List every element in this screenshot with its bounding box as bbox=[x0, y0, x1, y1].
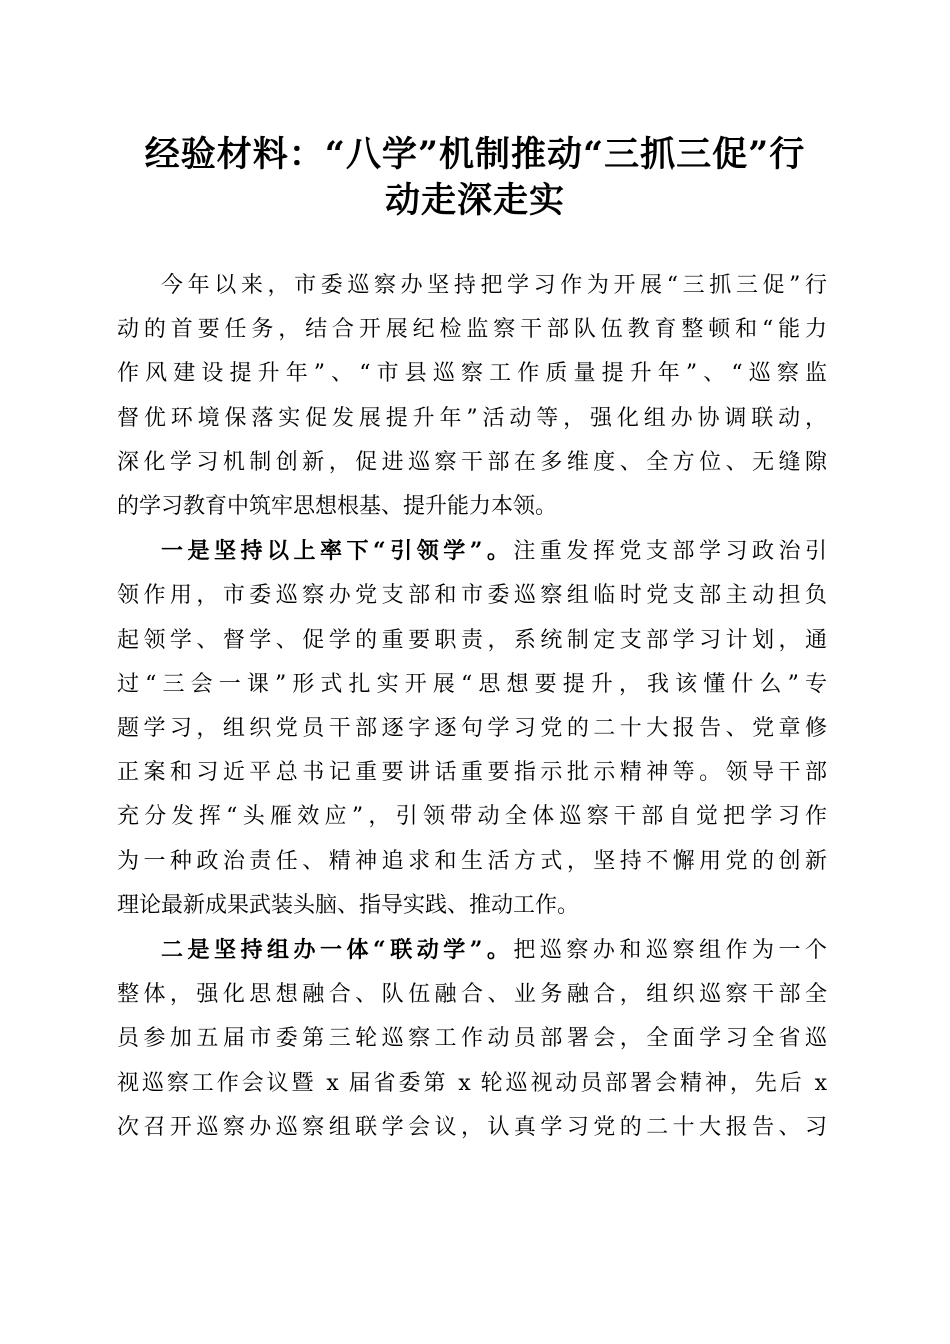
body-line: 今年以来，市委巡察办坚持把学习作为开展“三抓三促”行 bbox=[161, 273, 827, 298]
body-line: 题学习，组织党员干部逐字逐句学习党的二十大报告、党章修 bbox=[117, 716, 827, 742]
body-line: 的学习教育中筑牢思想根基、提升能力本领。 bbox=[117, 494, 558, 520]
body-line: 次召开巡察办巡察组联学会议，认真学习党的二十大报告、习 bbox=[117, 1114, 827, 1140]
body-line bbox=[117, 529, 827, 574]
body-line: 视巡察工作会议暨 x 届省委第 x 轮巡视动员部署会精神，先后 x bbox=[117, 1070, 827, 1096]
body-line-text: 注重发挥党支部学习政治引 bbox=[513, 539, 827, 565]
body-line: 动的首要任务，结合开展纪检监察干部队伍教育整顿和“能力 bbox=[117, 317, 827, 343]
paragraph-lead-learning bbox=[117, 529, 827, 928]
body-line: 理论最新成果武装头脑、指导实践、推动工作。 bbox=[117, 892, 580, 918]
document-title bbox=[110, 132, 840, 224]
paragraph-lead-heading: 二是坚持组办一体“联动学”。 bbox=[161, 937, 514, 964]
paragraph-lead-heading: 一是坚持以上率下“引领学”。 bbox=[161, 538, 514, 565]
document-body bbox=[117, 264, 827, 1150]
body-line: 为一种政治责任、精神追求和生活方式，坚持不懈用党的创新 bbox=[117, 848, 827, 874]
body-line: 深化学习机制创新，促进巡察干部在多维度、全方位、无缝隙 bbox=[117, 449, 827, 475]
title-line-1: 经验材料：“八学”机制推动“三抓三促”行 bbox=[144, 134, 806, 175]
body-line: 员参加五届市委第三轮巡察工作动员部署会，全面学习全省巡 bbox=[117, 1026, 827, 1052]
title-line-2: 动走深走实 bbox=[384, 180, 565, 221]
body-line: 充分发挥“头雁效应”，引领带动全体巡察干部自觉把学习作 bbox=[117, 804, 827, 830]
body-line: 整体，强化思想融合、队伍融合、业务融合，组织巡察干部全 bbox=[117, 982, 827, 1008]
body-line: 作风建设提升年”、“市县巡察工作质量提升年”、“巡察监 bbox=[117, 361, 827, 387]
body-line: 领作用，市委巡察办党支部和市委巡察组临时党支部主动担负 bbox=[117, 583, 827, 609]
body-line: 正案和习近平总书记重要讲话重要指示批示精神等。领导干部 bbox=[117, 760, 827, 786]
paragraph-linked-learning bbox=[117, 928, 827, 1150]
body-line bbox=[117, 928, 827, 973]
body-line-text: 把巡察办和巡察组作为一个 bbox=[513, 938, 827, 964]
body-line: 过“三会一课”形式扎实开展“思想要提升，我该懂什么”专 bbox=[117, 671, 827, 697]
body-line: 督优环境保落实促发展提升年”活动等，强化组办协调联动， bbox=[117, 405, 827, 431]
paragraph-intro bbox=[117, 264, 827, 529]
body-line: 起领学、督学、促学的重要职责，系统制定支部学习计划，通 bbox=[117, 627, 827, 653]
